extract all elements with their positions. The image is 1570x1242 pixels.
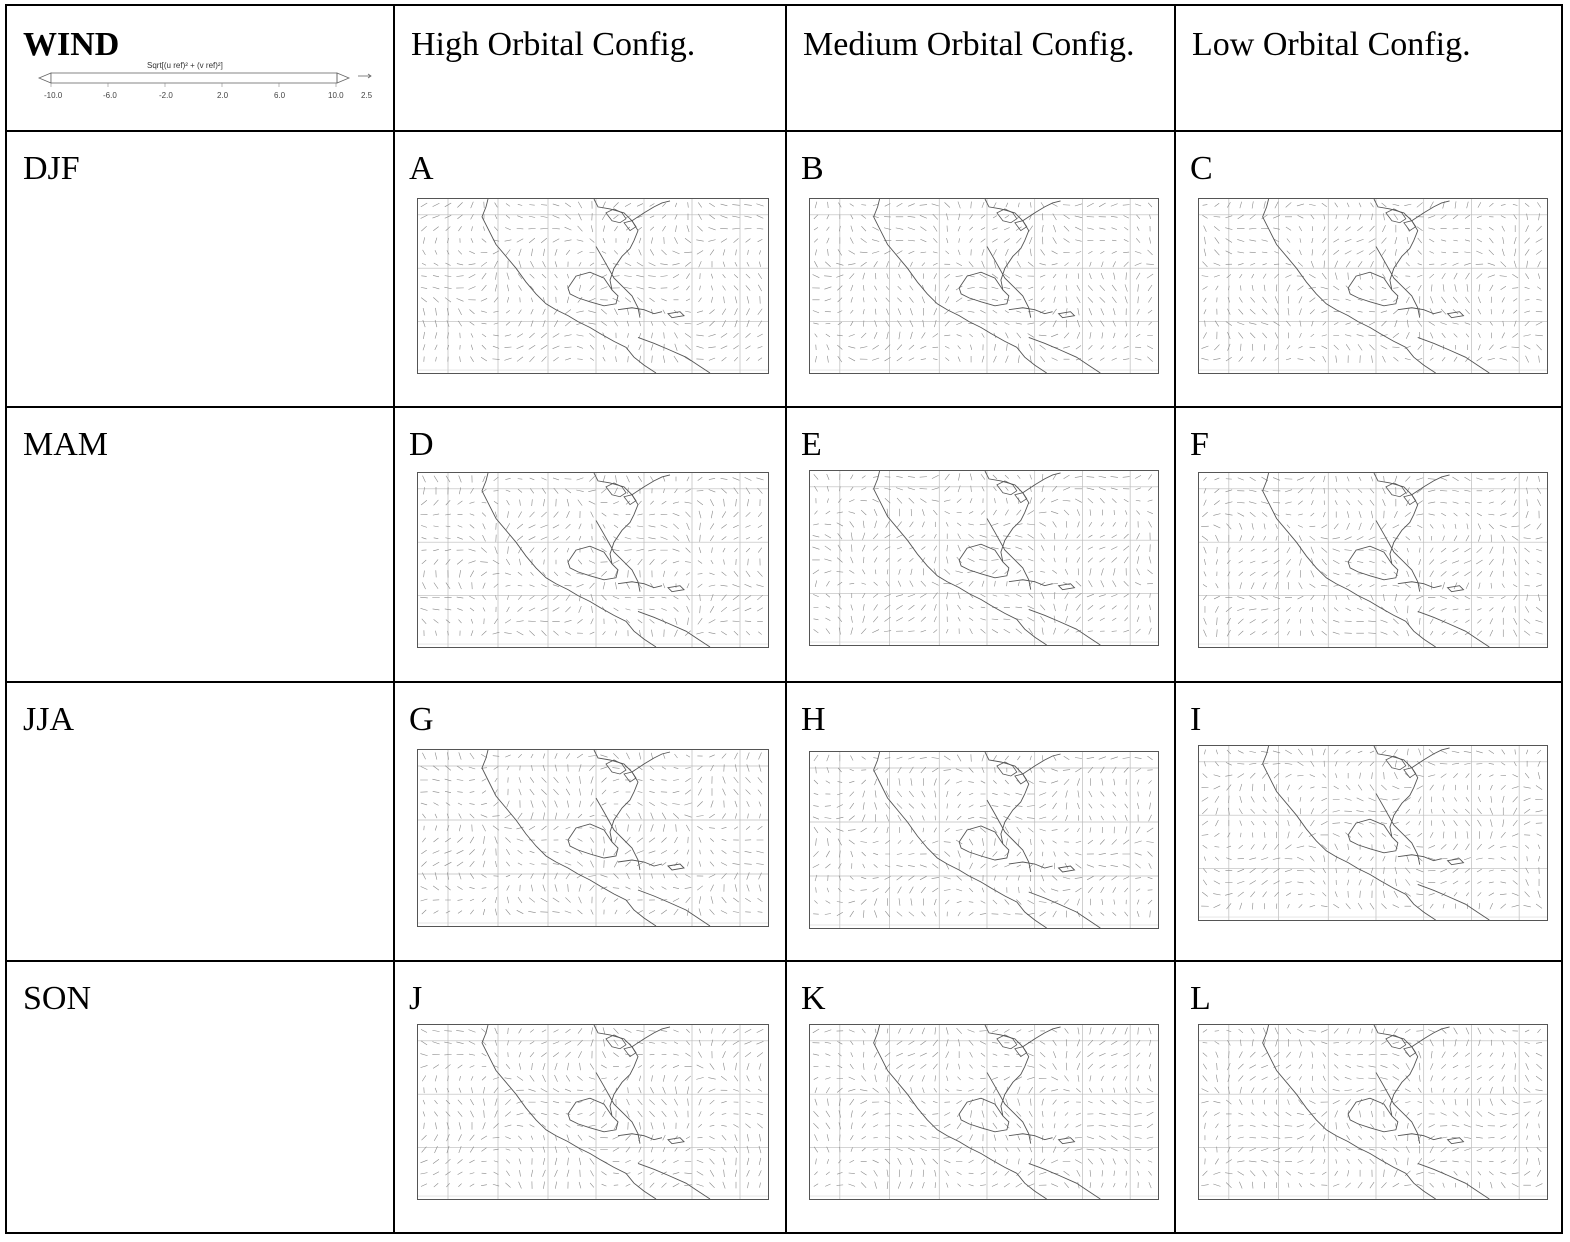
map-graphic bbox=[418, 1025, 768, 1199]
season-label: MAM bbox=[23, 426, 109, 463]
panel-letter: E bbox=[801, 426, 822, 463]
map-graphic bbox=[418, 750, 768, 926]
colorbar-legend bbox=[35, 58, 375, 108]
colorbar-tick: -2.0 bbox=[159, 91, 173, 100]
column-title: Low Orbital Config. bbox=[1192, 26, 1471, 63]
panel-cell bbox=[787, 408, 1174, 681]
panel-letter: I bbox=[1190, 701, 1202, 738]
season-label: DJF bbox=[23, 150, 80, 187]
wind-vector-map bbox=[1198, 745, 1548, 921]
colorbar-tick: 2.0 bbox=[217, 91, 229, 100]
panel-cell bbox=[395, 132, 785, 406]
map-graphic bbox=[418, 199, 768, 373]
header-wind-cell bbox=[7, 6, 393, 130]
wind-vector-map bbox=[1198, 472, 1548, 648]
colorbar-tick: 6.0 bbox=[274, 91, 286, 100]
panel-letter: B bbox=[801, 150, 824, 187]
colorbar-tick: 10.0 bbox=[328, 91, 344, 100]
header-column-low bbox=[1176, 6, 1563, 130]
panel-letter: D bbox=[409, 426, 434, 463]
wind-vector-map bbox=[1198, 198, 1548, 374]
map-graphic bbox=[810, 752, 1158, 928]
wind-title: WIND bbox=[23, 26, 120, 63]
wind-vector-map bbox=[809, 751, 1159, 929]
season-cell-jja bbox=[7, 683, 393, 960]
map-graphic bbox=[1199, 1025, 1547, 1199]
colorbar-graphic bbox=[35, 70, 375, 92]
map-graphic bbox=[810, 199, 1158, 373]
wind-vector-map bbox=[1198, 1024, 1548, 1200]
panel-cell bbox=[1176, 132, 1563, 406]
panel-letter: L bbox=[1190, 980, 1211, 1017]
map-graphic bbox=[1199, 199, 1547, 373]
panel-cell bbox=[787, 683, 1174, 960]
panel-cell bbox=[787, 132, 1174, 406]
map-graphic bbox=[418, 473, 768, 647]
panel-letter: F bbox=[1190, 426, 1209, 463]
wind-vector-map bbox=[417, 749, 769, 927]
header-column-high bbox=[395, 6, 785, 130]
column-title: Medium Orbital Config. bbox=[803, 26, 1135, 63]
season-cell-mam bbox=[7, 408, 393, 681]
map-graphic bbox=[810, 471, 1158, 645]
panel-cell bbox=[395, 683, 785, 960]
panel-letter: H bbox=[801, 701, 826, 738]
panel-cell bbox=[787, 962, 1174, 1234]
season-cell-djf bbox=[7, 132, 393, 406]
season-cell-son bbox=[7, 962, 393, 1234]
map-graphic bbox=[1199, 746, 1547, 920]
wind-vector-map bbox=[417, 1024, 769, 1200]
wind-vector-map bbox=[417, 198, 769, 374]
panel-cell bbox=[395, 962, 785, 1234]
map-graphic bbox=[1199, 473, 1547, 647]
wind-comparison-table bbox=[5, 4, 1563, 1234]
season-label: JJA bbox=[23, 701, 75, 738]
season-label: SON bbox=[23, 980, 92, 1017]
panel-letter: K bbox=[801, 980, 826, 1017]
panel-letter: C bbox=[1190, 150, 1213, 187]
wind-vector-map bbox=[417, 472, 769, 648]
colorbar-title: Sqrt[(u ref)² + (v ref)²] bbox=[147, 61, 223, 70]
map-graphic bbox=[810, 1025, 1158, 1199]
wind-vector-map bbox=[809, 470, 1159, 646]
column-title: High Orbital Config. bbox=[411, 26, 696, 63]
wind-vector-map bbox=[809, 1024, 1159, 1200]
panel-letter: G bbox=[409, 701, 434, 738]
panel-cell bbox=[395, 408, 785, 681]
colorbar-reference-value: 2.5 bbox=[361, 91, 373, 100]
colorbar-tick: -6.0 bbox=[103, 91, 117, 100]
panel-cell bbox=[1176, 408, 1563, 681]
panel-letter: J bbox=[409, 980, 423, 1017]
wind-vector-map bbox=[809, 198, 1159, 374]
colorbar-tick: -10.0 bbox=[44, 91, 63, 100]
panel-cell bbox=[1176, 962, 1563, 1234]
header-column-medium bbox=[787, 6, 1174, 130]
panel-letter: A bbox=[409, 150, 434, 187]
panel-cell bbox=[1176, 683, 1563, 960]
